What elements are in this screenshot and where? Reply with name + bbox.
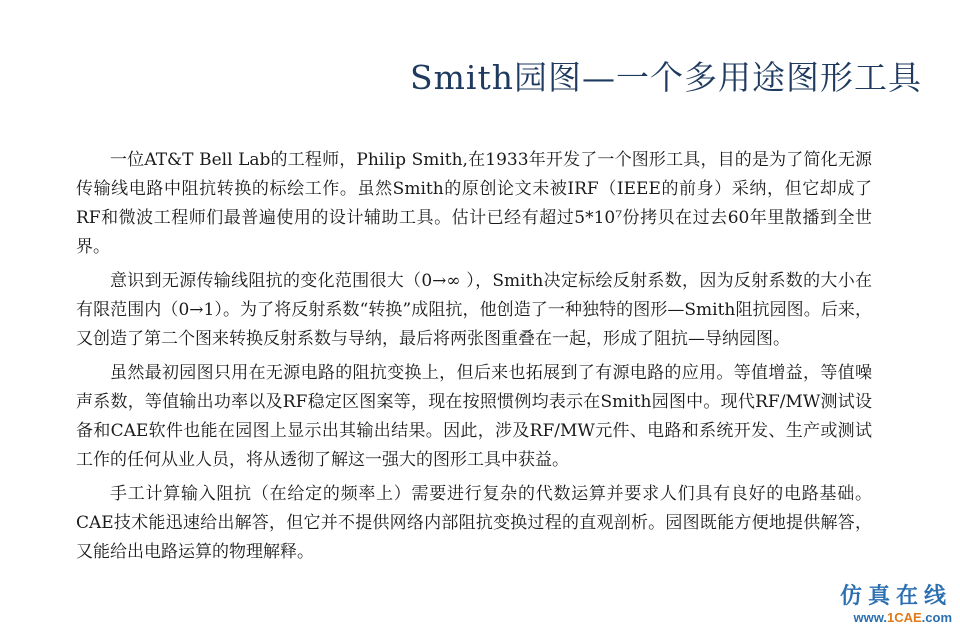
- paragraph-3: 虽然最初园图只用在无源电路的阻抗变换上，但后来也拓展到了有源电路的应用。等值增益，等值噪声系数，等值输出功率以及RF稳定区图案等，现在按照惯例均表示在Smith园图中。现代RF/MW测试设备和CAE软件也能在园图上显示出其输出结果。因此，涉及RF/MW元件、电路和系统开发、生产或测试工作的任何从业人员，将从透彻了解这一强大的图形工具中获益。: [76, 363, 872, 470]
- paragraph-2: 意识到无源传输线阻抗的变化范围很大（0→∞ ），Smith决定标绘反射系数，因为反射系数的大小在有限范围内（0→1）。为了将反射系数“转换”成阻抗，他创造了一种独特的图形—Smith阻抗园图。后来，又创造了第二个图来转换反射系数与导纳，最后将两张图重叠在一起，形成了阻抗—导纳园图。: [76, 271, 872, 349]
- watermark-logo: [840, 584, 952, 625]
- slide-title: Smith园图—一个多用途图形工具: [410, 58, 922, 97]
- watermark-url-prefix: www.: [853, 610, 887, 625]
- watermark-text: 仿真在线: [839, 584, 952, 609]
- watermark-url-brand: 1CAE: [886, 610, 922, 625]
- slide-body: [76, 146, 872, 572]
- watermark-url: [840, 610, 952, 625]
- paragraph-4: 手工计算输入阻抗（在给定的频率上）需要进行复杂的代数运算并要求人们具有良好的电路基础。CAE技术能迅速给出解答，但它并不提供网络内部阻抗变换过程的直观剖析。园图既能方便地提供解答，又能给出电路运算的物理解释。: [76, 484, 872, 562]
- paragraph-1: 一位AT&T Bell Lab的工程师，Philip Smith,在1933年开发了一个图形工具，目的是为了简化无源传输线电路中阻抗转换的标绘工作。虽然Smith的原创论文未被IRF（IEEE的前身）采纳，但它却成了RF和微波工程师们最普遍使用的设计辅助工具。估计已经有超过5*10⁷份拷贝在过去60年里散播到全世界。: [76, 150, 872, 257]
- watermark-url-suffix: .com: [921, 610, 952, 625]
